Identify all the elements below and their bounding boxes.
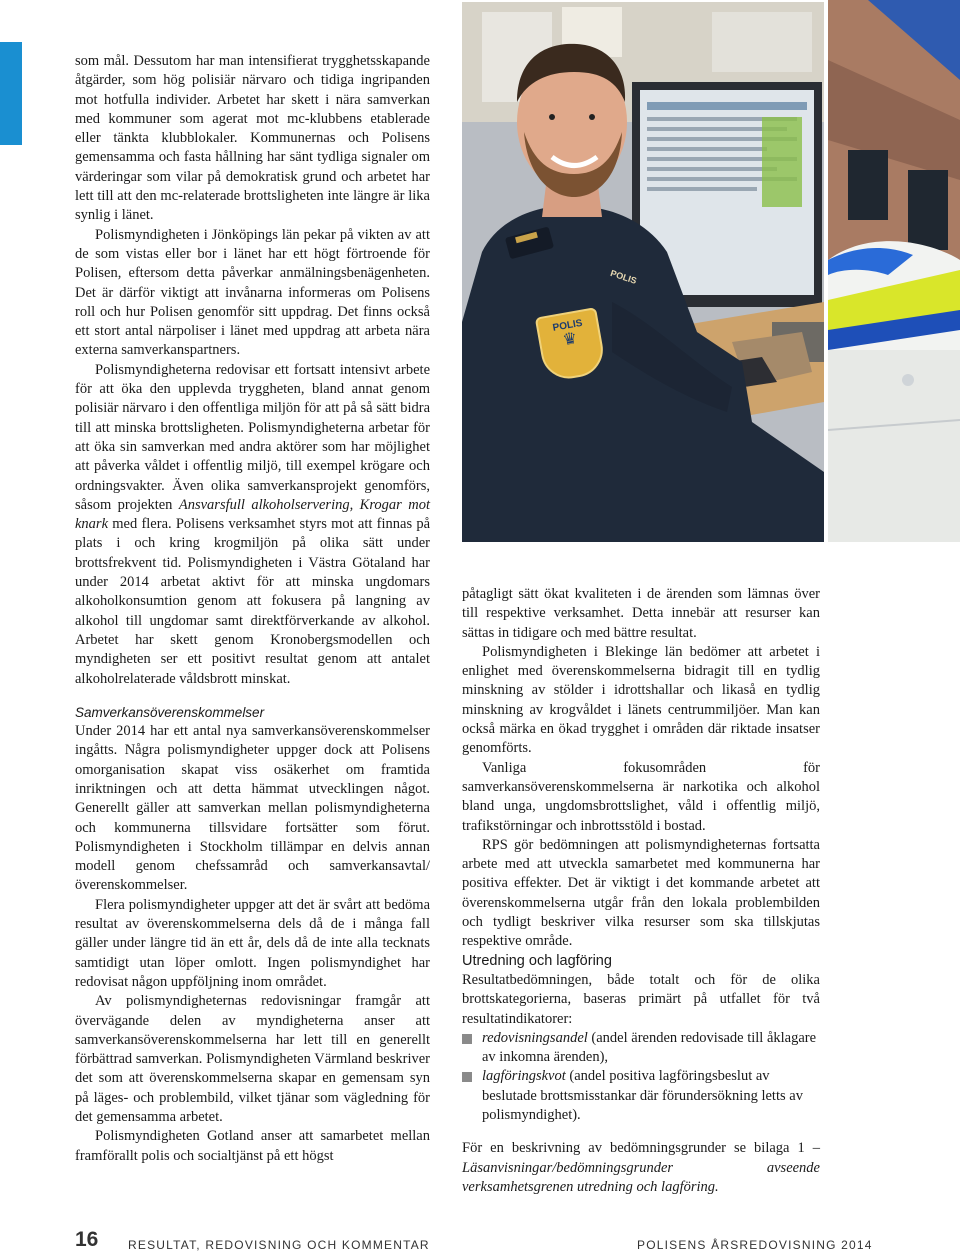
right-text-column — [462, 585, 820, 1197]
left-text-column — [75, 52, 430, 1166]
paragraph: RPS gör bedömningen att polismyndigheternas fortsatta arbete med att utveckla samarbetet med kommunerna har positiva effekter. Det är viktigt i det kommande arbetet att överenskommelserna utgår från den lokala problembilden och tydligt beskriver vilka resurser som ska tillskjutas respektive område. — [462, 836, 820, 950]
paragraph: Av polismyndigheternas redovisningar framgår att övervägande delen av myndigheterna anser att samverkansöverenskommelserna har lett till en generellt förbättrad samverkan. Polismyndigheten Värmland beskriver det som att överenskommelserna skapar en gemensam syn på läges- och problembild, vilket tjänar som vägledning för det gemensamma arbetet. — [75, 993, 430, 1126]
indicator-list — [462, 1029, 820, 1125]
paragraph: Polismyndigheterna redovisar ett fortsatt intensivt arbete för att öka den upplevda tryggheten, bland annat genom polisiär närvaro i den offentliga miljön för att på så sätt bidra till att minska brottsligheten. Polismyndigheterna arbetar för att öka sin samverkan med andra aktörer som har möjlighet att påverka våldet i offentlig miljö, till exempel krögare och ordningsvakter. Även olika samverkansprojekt genomförs, såsom projekten Ansvarsfull alkoholservering, Krogar mot knark med flera. Polisens verksamhet styrs mot att finnas på plats i och kring krogmiljön på olika sätt under brottsfrekvent tid. Polismyndigheten i Västra Götaland har under 2014 arbetat aktivt för att minska ungdomars alkoholkonsumtion genom att fokusera på langning av alkohol till ungdomar samt direktförverkande av alkohol. Arbetet har skett genom Kronobergsmodellen och myndigheten ser ett positivt resultat genom att antalet alkoholrelaterade våldsbrott minskat. — [75, 361, 430, 687]
section-color-tab — [0, 42, 22, 145]
footer-section-title: RESULTAT, REDOVISNING OCH KOMMENTAR — [128, 1238, 430, 1252]
shoulder-patch-text: POLIS — [609, 268, 638, 286]
paragraph: som mål. Dessutom har man intensifierat trygghetsskapande åtgärder, som hög polisiär närvaro och tidiga ingripanden mot hotfulla individer. Arbetet har skett i nära samverkan med kommuner som agerat mot mc-klubbens etablerade eller tänkta klubblokaler. Kommunernas och Polisens gemensamma och fasta hållning har sänt tydliga signaler om värderingar som vilar på demokratisk grund och arbetet har lett till att den mc-relaterade brottsligheten inte längre är lika synlig i länet. — [75, 53, 430, 224]
page-number: 16 — [75, 1228, 99, 1251]
paragraph: Vanliga fokusområden för samverkansöverenskommelserna är narkotika och alkohol bland unga, ungdomsbrottslighet, våld i offentlig miljö, trafikstörningar och inbrottsstöld i bostad. — [462, 759, 820, 834]
paragraph: Polismyndigheten i Blekinge län bedömer att arbetet i enlighet med överenskommelserna bidragit till en tydlig minskning av stölder i idrottshallar och likaså en tydlig minskning av krogvåldet i länets centrummiljöer. Man kan också märka en ökad trygghet i områden där riktade insatser genomförts. — [462, 643, 820, 757]
paragraph: Under 2014 har ett antal nya samverkansöverenskommelser ingåtts. Några polismyndigheter uppger dock att Polisens omorganisation skapat viss osäkerhet om framtida inriktningen och att detta hämmat utvecklingen något. Generellt gäller att samverkan mellan polismyndigheterna och kommunerna tillsvidare fortsätter som förut. Polismyndigheten i Stockholm tillämpar en delvis annan modell genom chefssamråd och samverkansavtal/överenskommelser. — [75, 723, 430, 894]
list-item: lagföringskvot (andel positiva lagföringsbeslut av beslutade brottsmisstankar där förundersökning letts av polismyndighet). — [462, 1067, 820, 1125]
paragraph: För en beskrivning av bedömningsgrunder se bilaga 1 – Läsanvisningar/bedömningsgrunder avseende verksamhetsgrenen utredning och lagföring. — [462, 1140, 820, 1195]
paragraph: Flera polismyndigheter uppger att det är svårt att bedöma resultat av överenskommelserna dels då de i många fall gäller under längre tid än ett år, dels då de inte alla tecknats samtidigt utan löper omlott. Ingen polismyndighet har redovisat någon uppföljning inom området. — [75, 896, 430, 990]
subheading: Samverkansöverenskommelser — [75, 704, 265, 720]
paragraph: Resultatbedömningen, både totalt och för de olika brottskategorierna, baseras primärt på utfallet för två resultatindikatorer: — [462, 971, 820, 1027]
crown-icon: ♛ — [561, 329, 579, 350]
police-officer-photo — [462, 2, 824, 542]
subheading: Utredning och lagföring — [462, 952, 612, 969]
paragraph: Polismyndigheten Gotland anser att samarbetet mellan framförallt polis och socialtjänst på ett högst — [75, 1128, 430, 1164]
paragraph: Polismyndigheten i Jönköpings län pekar på vikten av att de som vistas eller bor i länet har ett högt förtroende för Polisen, eftersom detta påverkar anmälningsbenägenheten. Det är därför viktigt att invånarna informeras om Polisens roll och hur Polisen genomför sitt uppdrag. Det finns också ett stort antal närpoliser i länet med uppdrag att arbeta nära externa samverkanspartners. — [75, 226, 430, 359]
footer-report-title: POLISENS ÅRSREDOVISNING 2014 — [637, 1238, 873, 1252]
building-police-car-photo — [828, 0, 960, 542]
paragraph: påtagligt sätt ökat kvaliteten i de ärenden som lämnas över till respektive verksamhet. Detta innebär att resurser kan sättas in tidigare och med bättre resultat. — [462, 586, 820, 641]
badge-text: POLIS — [551, 317, 584, 334]
list-item: redovisningsandel (andel ärenden redovisade till åklagare av inkomna ärenden), — [462, 1029, 820, 1068]
